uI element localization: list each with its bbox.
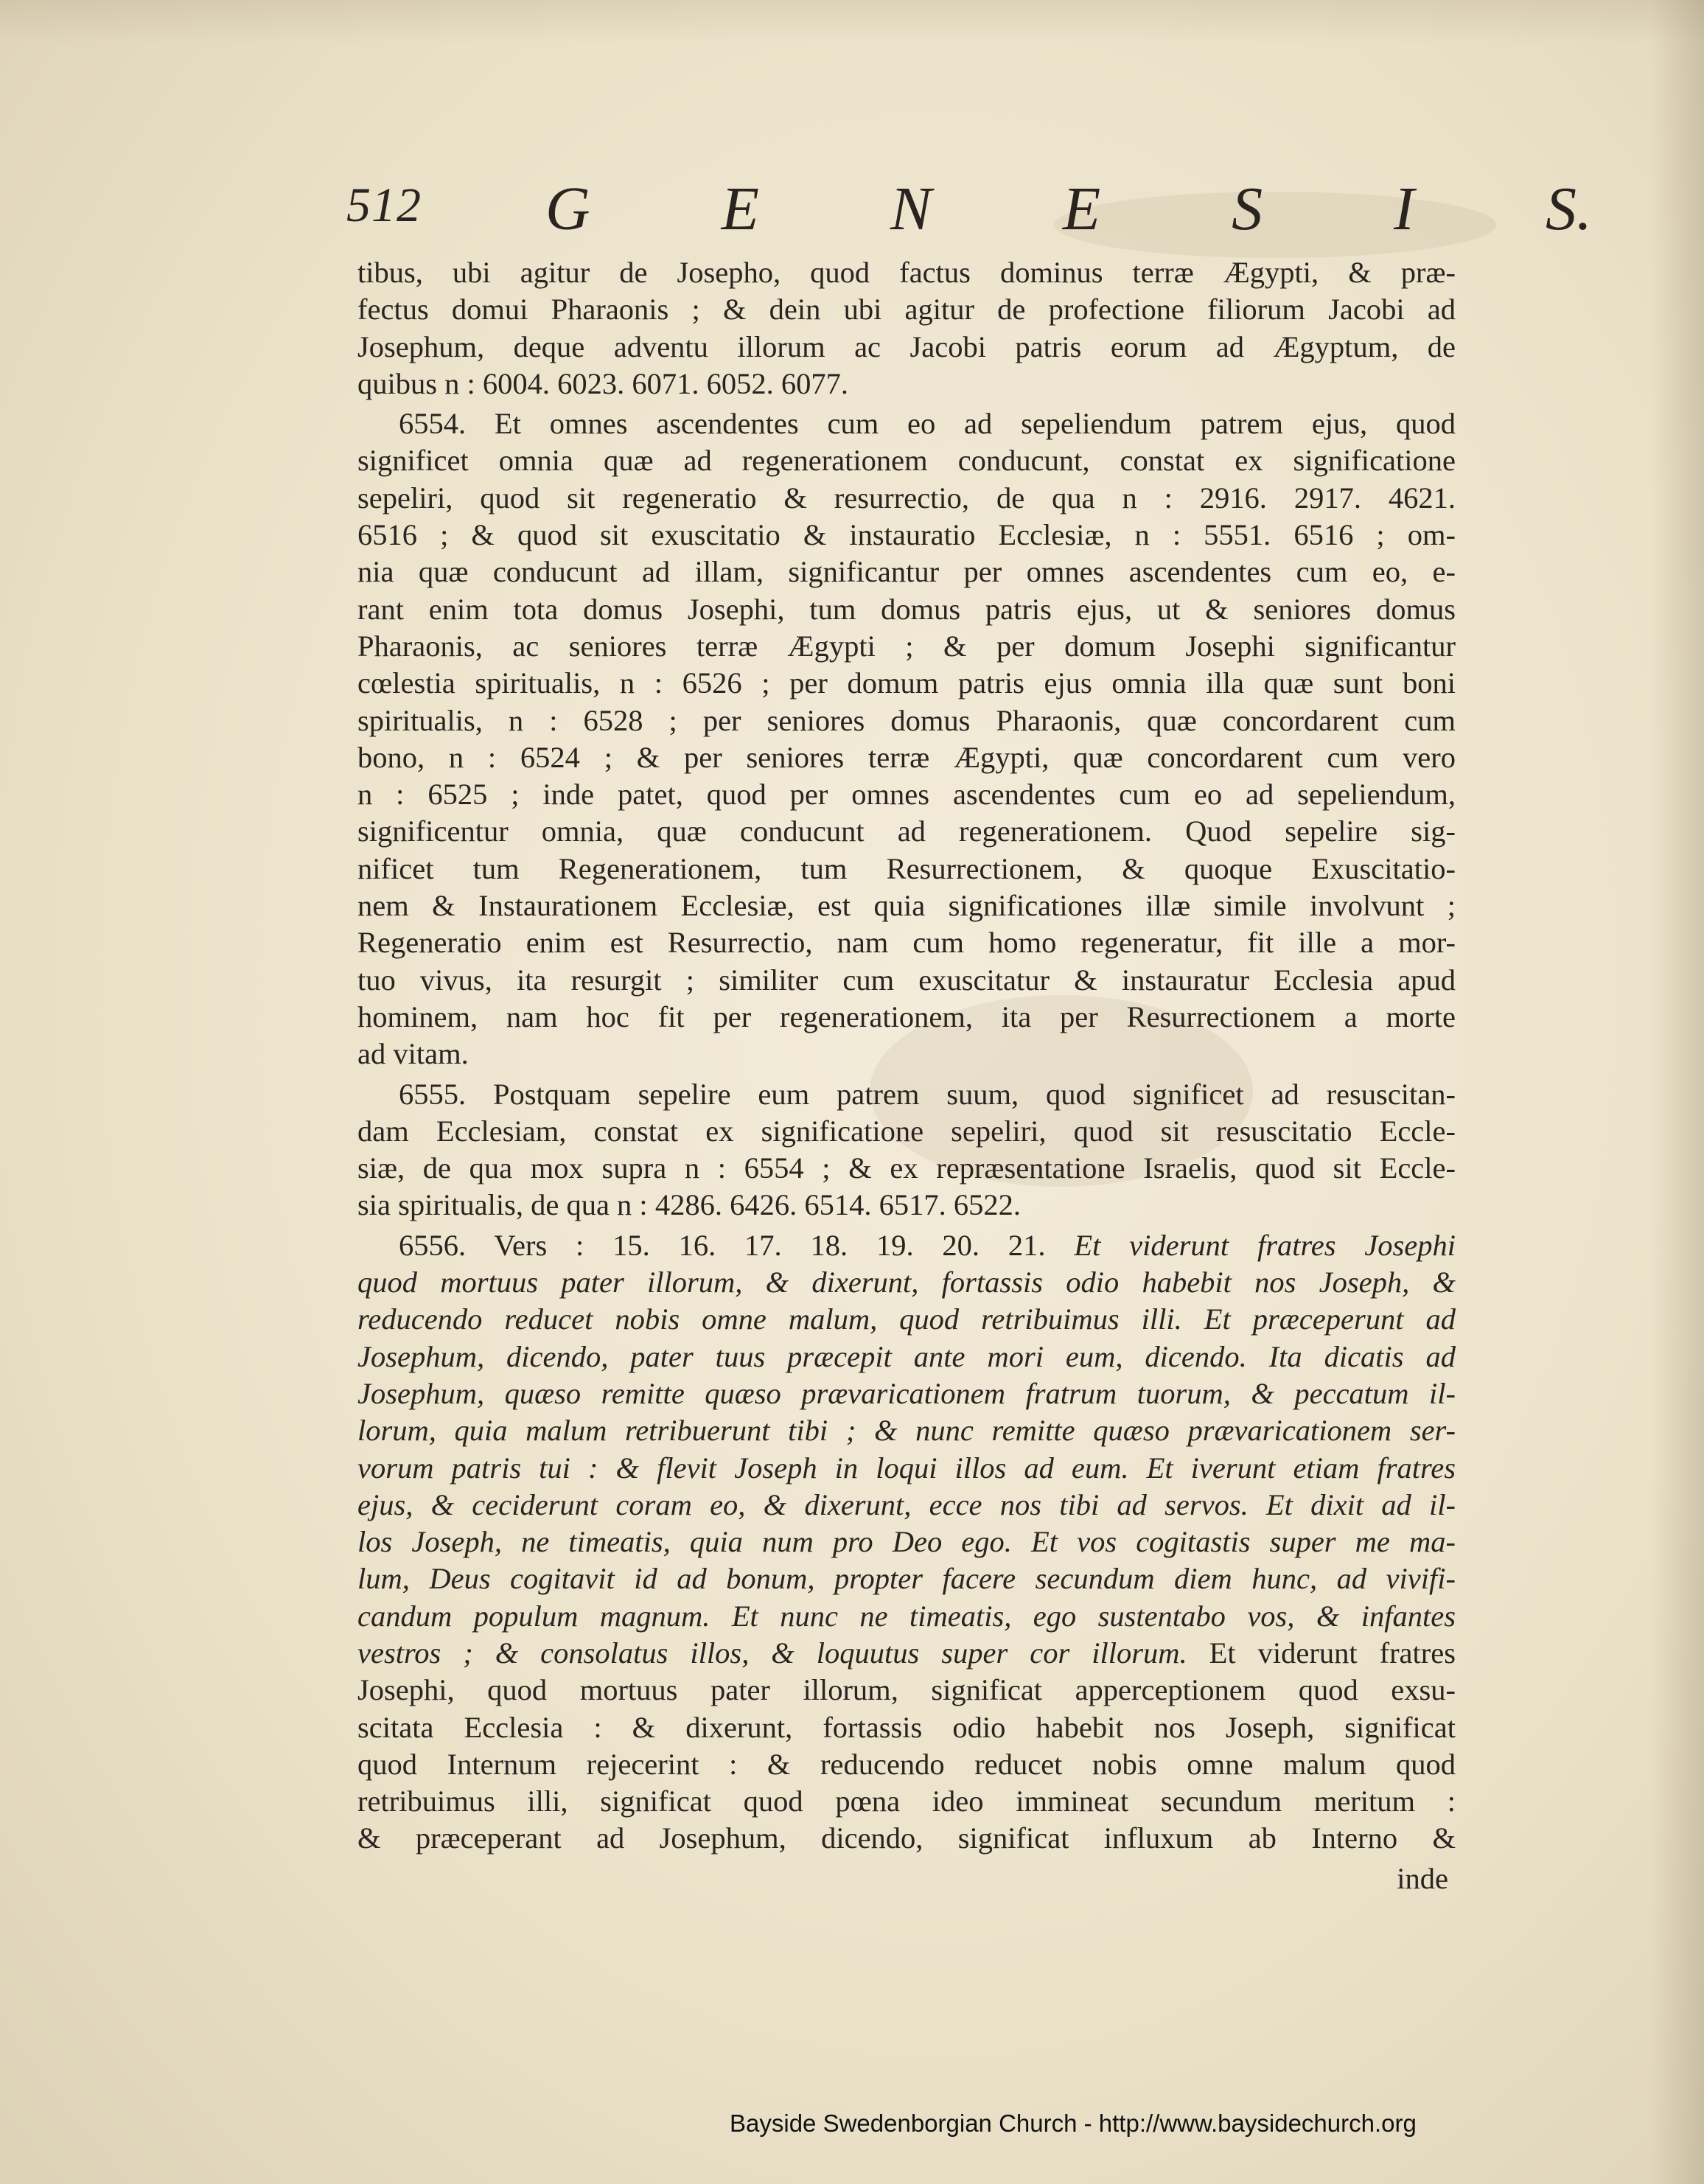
text-line xyxy=(357,1227,1456,1264)
text-line: dam Ecclesiam, constat ex significatione sepeliri, quod sit resuscitatio Eccle- xyxy=(357,1114,1456,1148)
title-letter: E xyxy=(1062,175,1101,243)
text-line: 6516 ; & quod sit exuscitatio & instauratio Ecclesiæ, n : 5551. 6516 ; om- xyxy=(357,518,1456,552)
page-top-shadow xyxy=(0,0,1704,44)
text-line xyxy=(357,1635,1456,1672)
text-line: sepeliri, quod sit regeneratio & resurrectio, de qua n : 2916. 2917. 4621. xyxy=(357,481,1456,514)
scripture-quote: vestros ; & consolatus illos, & loquutus super cor illorum. xyxy=(357,1636,1187,1670)
text-line: vorum patris tui : & flevit Joseph in loqui illos ad eum. Et iverunt etiam fratres xyxy=(357,1451,1456,1485)
text-line: sia spiritualis, de qua n : 4286. 6426. 6514. 6517. 6522. xyxy=(357,1188,1021,1222)
scripture-quote: Et viderunt fratres Josephi xyxy=(1074,1228,1456,1262)
title-letter: I xyxy=(1394,175,1414,243)
text-line: lum, Deus cogitavit id ad bonum, propter facere secundum diem hunc, ad vivifi- xyxy=(357,1562,1456,1596)
body-text xyxy=(357,254,1456,1857)
title-letter: E xyxy=(721,175,759,243)
text-line: quod mortuus pater illorum, & dixerunt, fortassis odio habebit nos Joseph, & xyxy=(357,1266,1456,1299)
text-line: 6554. Et omnes ascendentes cum eo ad sepeliendum patrem ejus, quod xyxy=(399,407,1456,441)
text-line: fectus domui Pharaonis ; & dein ubi agitur de profectione filiorum Jacobi ad xyxy=(357,293,1456,327)
text-line: retribuimus illi, significat quod pœna ideo immineat secundum meritum : xyxy=(357,1784,1456,1818)
title-letter: G xyxy=(545,175,590,243)
text-line: quibus n : 6004. 6023. 6071. 6052. 6077. xyxy=(357,366,849,400)
text-line: nem & Instaurationem Ecclesiæ, est quia significationes illæ simile involvunt ; xyxy=(357,889,1456,923)
text-line: Josephum, dicendo, pater tuus præcepit ante mori eum, dicendo. Ita dicatis ad xyxy=(357,1339,1456,1373)
text-line: cœlestia spiritualis, n : 6526 ; per domum patris ejus omnia illa quæ sunt boni xyxy=(357,666,1456,700)
text-line: reducendo reducet nobis omne malum, quod retribuimus illi. Et præceperunt ad xyxy=(357,1302,1456,1336)
footer-credit: Bayside Swedenborgian Church - http://www.baysidechurch.org xyxy=(730,2110,1417,2137)
text-line: tibus, ubi agitur de Josepho, quod factus dominus terræ Ægypti, & præ- xyxy=(357,256,1456,289)
page-header xyxy=(346,173,1592,254)
text-line: bono, n : 6524 ; & per seniores terræ Ægypti, quæ concordarent cum vero xyxy=(357,740,1456,774)
catchword: inde xyxy=(1397,1862,1448,1895)
commentary-text: Et viderunt fratres xyxy=(1209,1636,1456,1670)
title-letter: S. xyxy=(1545,175,1592,243)
text-line: Josephi, quod mortuus pater illorum, significat apperceptionem quod exsu- xyxy=(357,1673,1456,1707)
page-number: 512 xyxy=(346,178,422,232)
text-line: lorum, quia malum retribuerunt tibi ; & nunc remitte quæso prævaricationem ser- xyxy=(357,1414,1456,1448)
text-line: candum populum magnum. Et nunc ne timeatis, ego sustentabo vos, & infantes xyxy=(357,1599,1456,1633)
text-line: 6555. Postquam sepelire eum patrem suum, quod significet ad resuscitan- xyxy=(399,1077,1456,1111)
text-line: n : 6525 ; inde patet, quod per omnes ascendentes cum eo ad sepeliendum, xyxy=(357,778,1456,812)
text-line: ejus, & ceciderunt coram eo, & dixerunt, ecce nos tibi ad servos. Et dixit ad il- xyxy=(357,1487,1456,1521)
text-line: tuo vivus, ita resurgit ; similiter cum exuscitatur & instauratur Ecclesia apud xyxy=(357,963,1456,997)
text-line: rant enim tota domus Josephi, tum domus patris ejus, ut & seniores domus xyxy=(357,592,1456,626)
text-line: Pharaonis, ac seniores terræ Ægypti ; & per domum Josephi significantur xyxy=(357,629,1456,663)
running-title xyxy=(545,173,1592,245)
text-line: Josephum, deque adventu illorum ac Jacobi patris eorum ad Ægyptum, de xyxy=(357,329,1456,363)
text-line: los Joseph, ne timeatis, quia num pro Deo ego. Et vos cogitastis super me ma- xyxy=(357,1525,1456,1559)
text-line: Regeneratio enim est Resurrectio, nam cum homo regeneratur, fit ille a mor- xyxy=(357,926,1456,960)
text-line: nificet tum Regenerationem, tum Resurrectionem, & quoque Exuscitatio- xyxy=(357,851,1456,885)
text-line: & præceperant ad Josephum, dicendo, significat influxum ab Interno & xyxy=(357,1821,1456,1855)
text-line: scitata Ecclesia : & dixerunt, fortassis odio habebit nos Joseph, significat xyxy=(357,1710,1456,1744)
page-edge-shadow xyxy=(1651,0,1704,2184)
text-line: quod Internum rejecerint : & reducendo reducet nobis omne malum quod xyxy=(357,1747,1456,1781)
text-line: hominem, nam hoc fit per regenerationem, ita per Resurrectionem a morte xyxy=(357,999,1456,1033)
title-letter: S xyxy=(1232,175,1263,243)
text-line: significentur omnia, quæ conducunt ad regenerationem. Quod sepelire sig- xyxy=(357,814,1456,848)
text-line: Josephum, quæso remitte quæso prævaricationem fratrum tuorum, & peccatum il- xyxy=(357,1376,1456,1410)
title-letter: N xyxy=(890,175,932,243)
text-line: spiritualis, n : 6528 ; per seniores domus Pharaonis, quæ concordarent cum xyxy=(357,703,1456,737)
text-line: siæ, de qua mox supra n : 6554 ; & ex repræsentatione Israelis, quod sit Eccle- xyxy=(357,1151,1456,1185)
verse-reference: 6556. Vers : 15. 16. 17. 18. 19. 20. 21. xyxy=(399,1228,1046,1262)
text-line: significet omnia quæ ad regenerationem conducunt, constat ex significatione xyxy=(357,444,1456,478)
text-line: nia quæ conducunt ad illam, significantur per omnes ascendentes cum eo, e- xyxy=(357,555,1456,589)
text-line: ad vitam. xyxy=(357,1037,469,1071)
